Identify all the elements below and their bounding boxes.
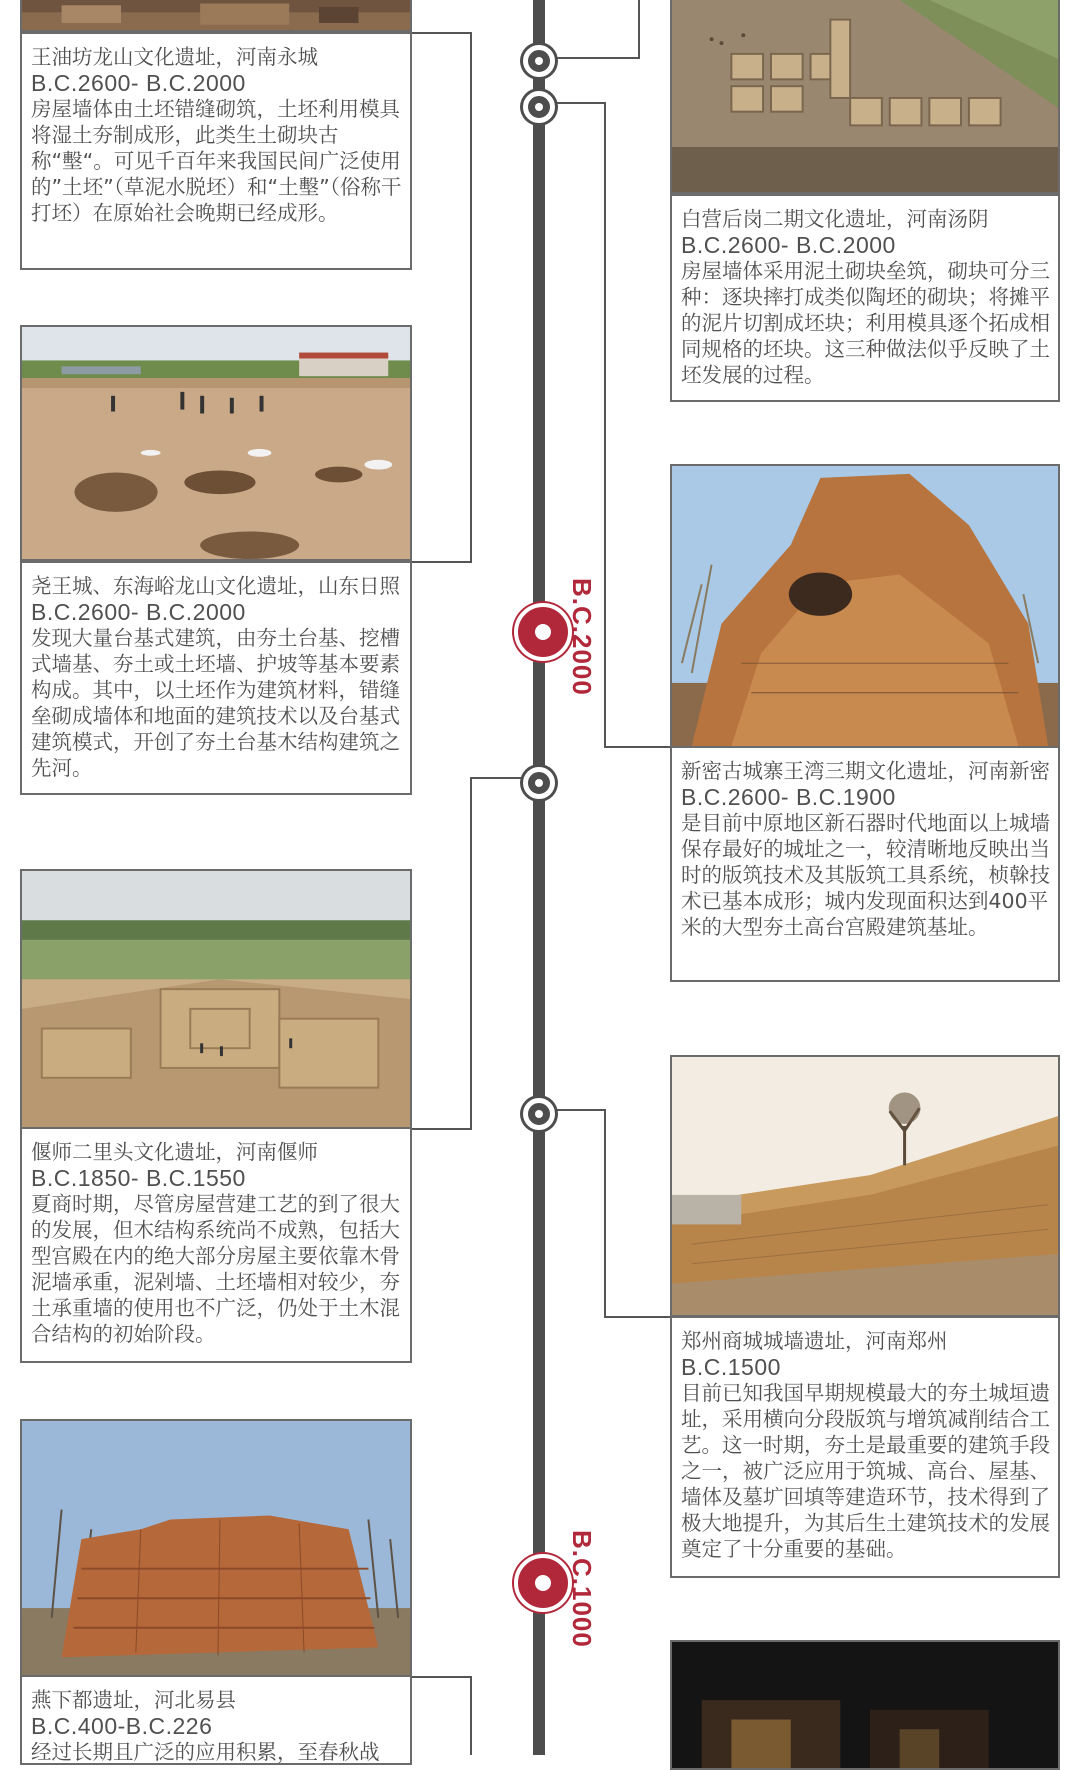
connector-line [410,1128,472,1130]
site-date: B.C.2600- B.C.2000 [681,232,896,258]
connector-line [638,0,640,58]
timeline-node [523,767,555,799]
connector-line [555,102,605,104]
site-date: B.C.2600- B.C.1900 [681,784,896,810]
connector-line [604,102,606,747]
site-card-erlitou [20,1127,412,1363]
connector-line [604,1316,672,1318]
connector-line [555,1109,605,1111]
site-photo-yaowangcheng [20,325,412,561]
site-photo-xinmi-guchengzhai [670,464,1060,748]
site-title: 新密古城寨王湾三期文化遗址，河南新密 [681,759,1050,783]
site-description: 发现大量台基式建筑，由夯土台基、挖槽式墙基、夯土或土坯墙、护坡等基本要素构成。其中，以土坯作为建筑材料，错缝垒砌成墙体和地面的建筑技术以及台基式建筑模式，开创了夯土台基木结构建筑之先河。 [31,626,400,780]
connector-line [410,1676,472,1678]
site-date: B.C.1850- B.C.1550 [31,1165,246,1191]
connector-line [470,1676,472,1755]
site-title: 白营后岗二期文化遗址，河南汤阴 [681,207,989,231]
connector-line [470,32,472,562]
connector-line [604,746,672,748]
era-marker-dot [514,603,572,661]
era-marker-dot [514,1554,572,1612]
site-card-wangyoufang [20,32,412,270]
era-label-bc2000: B.C.2000 [567,578,597,696]
connector-line [410,561,472,563]
site-photo-yanxiadu [20,1419,412,1677]
site-title: 燕下都遗址，河北易县 [31,1688,236,1712]
site-description: 夏商时期，尽管房屋营建工艺的到了很大的发展，但木结构系统尚不成熟，包括大型宫殿在内的绝大部分房屋主要依靠木骨泥墙承重，泥剁墙、土坯墙相对较少，夯土承重墙的使用也不广泛，仍处于土木混合结构的初始阶段。 [31,1192,400,1346]
timeline-axis [533,0,545,1755]
site-title: 郑州商城城墙遗址，河南郑州 [681,1329,948,1353]
site-photo-erlitou [20,869,412,1129]
site-date: B.C.1500 [681,1354,781,1380]
site-date: B.C.2600- B.C.2000 [31,70,246,96]
site-date: B.C.2600- B.C.2000 [31,599,246,625]
timeline-node [523,45,555,77]
site-photo-zhengzhou-shangcheng [670,1055,1060,1317]
site-title: 王油坊龙山文化遗址，河南永城 [31,45,318,69]
timeline-node [523,91,555,123]
site-card-yaowangcheng [20,561,412,795]
connector-line [410,32,470,34]
connector-line [604,1109,606,1317]
connector-line [470,777,472,1129]
site-description: 经过长期且广泛的应用积累，至春秋战 [31,1740,380,1764]
site-description: 房屋墙体采用泥土砌块垒筑，砌块可分三种：逐块摔打成类似陶坯的砌块；将摊平的泥片切割成坯块；利用模具逐个拓成相同规格的坯块。这三种做法似乎反映了土坯发展的过程。 [681,259,1050,387]
site-photo-next [670,1640,1060,1770]
site-card-zhengzhou-shangcheng [670,1316,1060,1578]
site-card-yanxiadu [20,1675,412,1765]
site-photo-baiying [670,0,1060,194]
timeline-node [523,1098,555,1130]
site-date: B.C.400-B.C.226 [31,1713,213,1739]
site-card-xinmi-guchengzhai [670,746,1060,982]
site-description: 是目前中原地区新石器时代地面以上城墙保存最好的城址之一，较清晰地反映出当时的版筑技术及其版筑工具系统，桢榦技术已基本成形；城内发现面积达到400平米的大型夯土高台宫殿建筑基址。 [681,811,1050,939]
site-description: 目前已知我国早期规模最大的夯土城垣遗址，采用横向分段版筑与增筑减削结合工艺。这一时期，夯土是最重要的建筑手段之一，被广泛应用于筑城、高台、屋基、墙体及墓圹回填等建造环节，技术得到了极大地提升，为其后生土建筑技术的发展奠定了十分重要的基础。 [681,1381,1050,1561]
site-title: 尧王城、东海峪龙山文化遗址，山东日照 [31,574,400,598]
site-card-baiying [670,194,1060,402]
connector-line [555,57,640,59]
site-description: 房屋墙体由土坯错缝砌筑，土坯利用模具将湿土夯制成形，此类生土砌块古称“墼“。可见千百年来我国民间广泛使用的”土坯”（草泥水脱坯）和“土墼”（俗称干打坯）在原始社会晚期已经成形。 [31,97,402,225]
site-photo-wangyoufang [20,0,412,32]
site-title: 偃师二里头文化遗址，河南偃师 [31,1140,318,1164]
era-label-bc1000: B.C.1000 [567,1530,597,1648]
